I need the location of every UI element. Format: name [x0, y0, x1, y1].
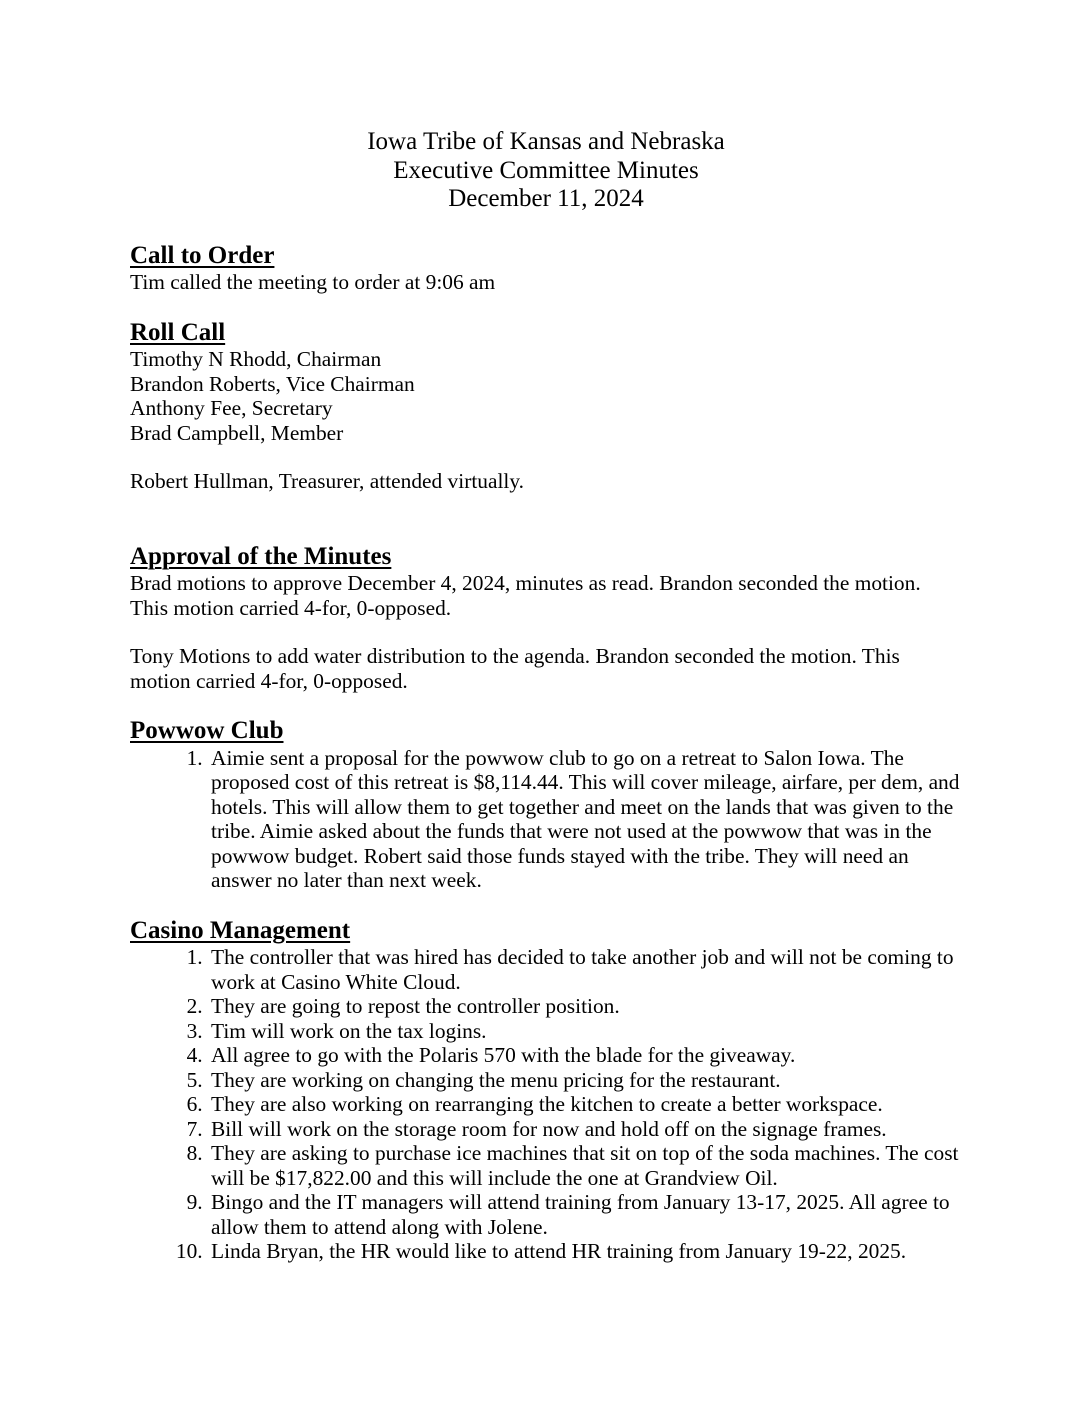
roll-call-member: Brandon Roberts, Vice Chairman: [130, 371, 415, 396]
list-item: 8. They are asking to purchase ice machines that sit on top of the soda machines. The cost will be $17,822.00 and this will include the one at Grandview Oil.: [208, 1141, 962, 1190]
list-item: 10. Linda Bryan, the HR would like to attend HR training from January 19-22, 2025.: [208, 1239, 962, 1264]
approval-paragraph: Brad motions to approve December 4, 2024, minutes as read. Brandon seconded the motion. This motion carried 4-for, 0-opposed.: [130, 571, 921, 620]
list-item: 5. They are working on changing the menu pricing for the restaurant.: [208, 1068, 962, 1093]
list-item: 6. They are also working on rearranging the kitchen to create a better workspace.: [208, 1092, 962, 1117]
list-item: 7. Bill will work on the storage room for now and hold off on the signage frames.: [208, 1117, 962, 1142]
document-subtitle: Executive Committee Minutes: [393, 156, 699, 184]
section-heading-approval-of-minutes: Approval of the Minutes: [130, 542, 392, 570]
roll-call-member: Timothy N Rhodd, Chairman: [130, 347, 382, 371]
powwow-club-list: [130, 746, 962, 893]
section-heading-roll-call: Roll Call: [130, 318, 226, 346]
roll-call-note: Robert Hullman, Treasurer, attended virtually.: [130, 469, 524, 493]
document-date: December 11, 2024: [448, 185, 644, 212]
approval-paragraph: Tony Motions to add water distribution to the agenda. Brandon seconded the motion. This motion carried 4-for, 0-opposed.: [130, 644, 900, 693]
list-item: 4. All agree to go with the Polaris 570 with the blade for the giveaway.: [208, 1043, 962, 1068]
call-to-order-text: Tim called the meeting to order at 9:06 am: [130, 270, 496, 294]
section-heading-casino-management: Casino Management: [130, 916, 351, 944]
casino-management-list: [130, 945, 962, 1264]
list-item: 3. Tim will work on the tax logins.: [208, 1019, 962, 1044]
section-heading-call-to-order: Call to Order: [130, 241, 275, 269]
document-title: Iowa Tribe of Kansas and Nebraska: [367, 128, 725, 155]
section-heading-powwow-club: Powwow Club: [130, 717, 284, 744]
roll-call-member: Anthony Fee, Secretary: [130, 396, 333, 420]
roll-call-member: Brad Campbell, Member: [130, 420, 344, 445]
list-item: 1. Aimie sent a proposal for the powwow club to go on a retreat to Salon Iowa. The proposed cost of this retreat is $8,114.44. This will cover mileage, airfare, per dem, and hotels. This will allow them to get together and meet on the lands that was given to the tribe. Aimie asked about the funds that were not used at the powwow that was in the powwow budget. Robert said those funds stayed with the tribe. They will need an answer no later than next week.: [208, 746, 962, 893]
list-item: 2. They are going to repost the controller position.: [208, 994, 962, 1019]
document-title-block: [130, 128, 962, 214]
list-item: 1. The controller that was hired has decided to take another job and will not be coming to work at Casino White Cloud.: [208, 945, 962, 994]
list-item: 9. Bingo and the IT managers will attend training from January 13-17, 2025. All agree to allow them to attend along with Jolene.: [208, 1190, 962, 1239]
